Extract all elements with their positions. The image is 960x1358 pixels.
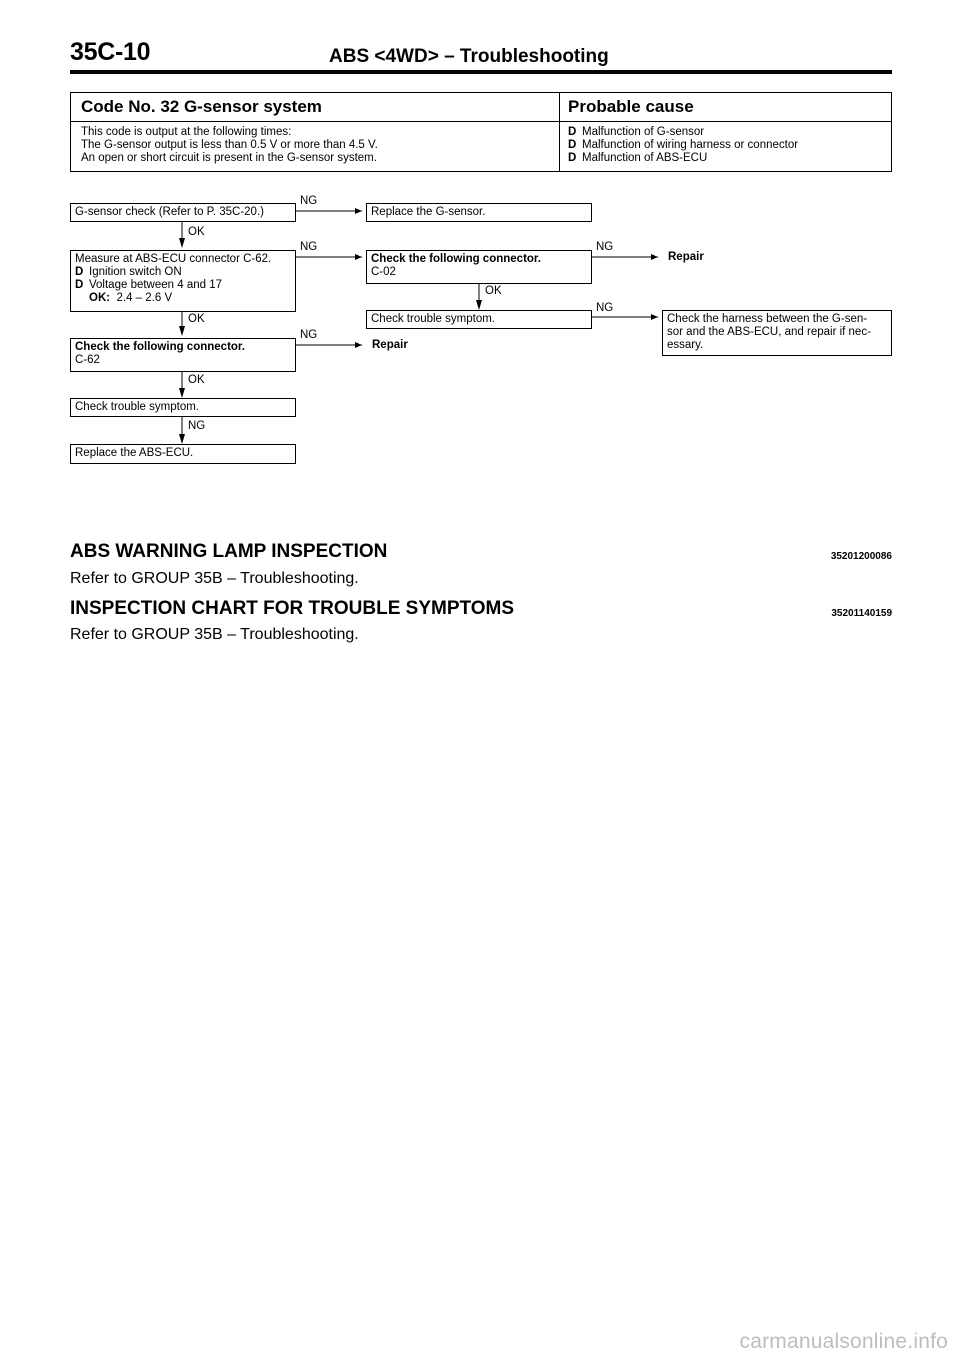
ok-value: 2.4 – 2.6 V [116, 292, 173, 304]
step-subtext: C-62 [75, 354, 100, 366]
ok-label: OK [188, 374, 205, 386]
probable-cause-heading: Probable cause [568, 97, 694, 116]
ok-label: OK [188, 313, 205, 325]
step-bullet-text: Voltage between 4 and 17 [89, 279, 223, 291]
code-description-line: An open or short circuit is present in the G-sensor system. [81, 152, 377, 164]
step-text: sor and the ABS-ECU, and repair if nec- [667, 326, 871, 338]
repair-label: Repair [668, 251, 704, 263]
bullet-icon: D [568, 152, 577, 164]
code-description-line: This code is output at the following times: [81, 126, 292, 138]
step-check-connector-c62 [70, 338, 296, 372]
section-code: 35201200086 [830, 551, 892, 562]
arrow-down-icon [179, 434, 185, 444]
arrow-right-icon [651, 254, 658, 260]
step-replace-ecu [70, 444, 296, 464]
step-text: G-sensor check (Refer to P. 35C-20.) [75, 206, 264, 218]
section-title-inspection-chart: INSPECTION CHART FOR TROUBLE SYMPTOMS [70, 598, 515, 619]
arrow-right-icon [355, 342, 362, 348]
step-ok-line [75, 292, 291, 305]
step-check-trouble-symptom [366, 310, 592, 329]
arrow-right-icon [651, 314, 658, 320]
code-heading: Code No. 32 G-sensor system [81, 97, 322, 116]
arrow-right-icon [355, 208, 362, 214]
arrow-down-icon [179, 326, 185, 336]
watermark: carmanualsonline.info [739, 1330, 948, 1353]
step-text: Check trouble symptom. [371, 313, 495, 325]
ng-label: NG [596, 241, 614, 253]
ok-label: OK [188, 226, 205, 238]
step-bullet [75, 279, 291, 292]
page-number: 35C-10 [70, 38, 151, 66]
section-text: Refer to GROUP 35B – Troubleshooting. [70, 626, 359, 643]
cause-text: Malfunction of wiring harness or connector [582, 139, 799, 151]
bullet-icon: D [75, 279, 84, 291]
step-gsensor-check [70, 203, 296, 222]
step-measure-ecu-connector [70, 250, 296, 312]
ng-label: NG [596, 302, 614, 314]
ok-label: OK: [89, 292, 111, 304]
section-text: Refer to GROUP 35B – Troubleshooting. [70, 570, 359, 587]
ng-label: NG [300, 241, 318, 253]
page-title: ABS <4WD> – Troubleshooting [329, 46, 609, 67]
arrow-down-icon [179, 238, 185, 248]
step-text: Replace the G-sensor. [371, 206, 486, 218]
bullet-icon: D [568, 126, 577, 138]
step-text: Check the harness between the G-sen- [667, 313, 868, 325]
section-code: 35201140159 [831, 608, 892, 619]
step-check-connector-c02 [366, 250, 592, 284]
arrow-right-icon [355, 254, 362, 260]
step-text: Check the following connector. [371, 253, 541, 265]
step-subtext: C-02 [371, 266, 396, 278]
step-text: Replace the ABS-ECU. [75, 447, 194, 459]
ng-label: NG [300, 195, 318, 207]
bullet-icon: D [568, 139, 577, 151]
arrow-down-icon [179, 388, 185, 398]
step-bullet [75, 266, 291, 279]
step-text: Check the following connector. [75, 341, 245, 353]
step-text: Check trouble symptom. [75, 401, 199, 413]
arrow-down-icon [476, 300, 482, 310]
step-bullet-text: Ignition switch ON [89, 266, 182, 278]
step-check-harness [662, 310, 892, 356]
ng-label: NG [300, 329, 318, 341]
ng-label: NG [188, 420, 206, 432]
step-replace-gsensor [366, 203, 592, 222]
ok-label: OK [485, 285, 502, 297]
repair-label: Repair [372, 339, 408, 351]
cause-text: Malfunction of ABS-ECU [582, 152, 708, 164]
step-check-trouble-symptom-2 [70, 398, 296, 417]
code-description-line: The G-sensor output is less than 0.5 V or more than 4.5 V. [81, 139, 378, 151]
cause-text: Malfunction of G-sensor [582, 126, 705, 138]
bullet-icon: D [75, 266, 84, 278]
step-text: Measure at ABS-ECU connector C-62. [75, 253, 272, 265]
step-text: essary. [667, 339, 704, 351]
section-title-warning-lamp: ABS WARNING LAMP INSPECTION [70, 541, 388, 562]
